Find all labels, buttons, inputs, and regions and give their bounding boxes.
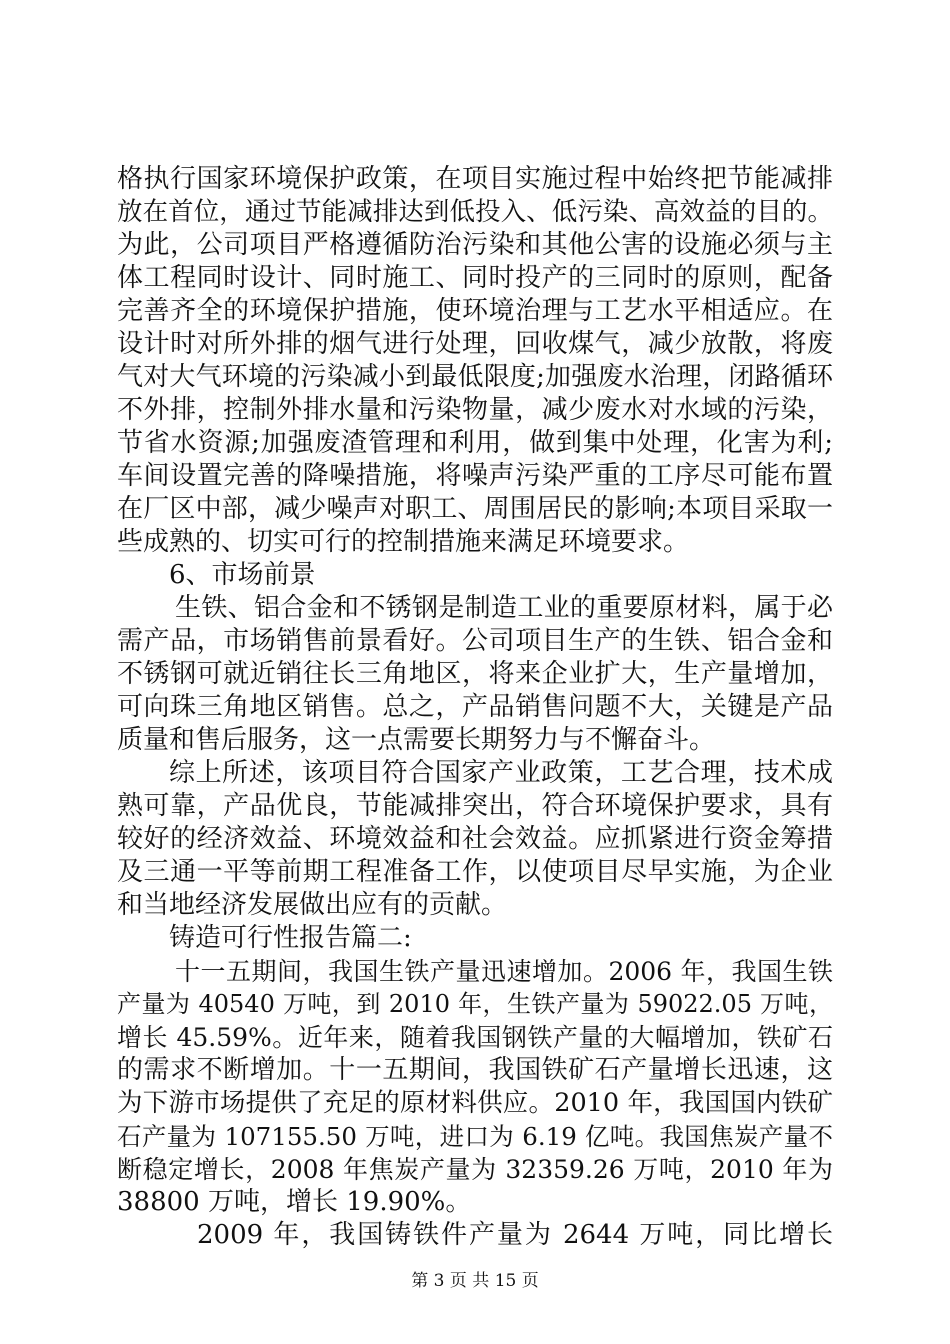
text-line: 可向珠三角地区销售。总之，产品销售问题不大，关键是产品 xyxy=(117,692,833,722)
text-line: 需产品，市场销售前景看好。公司项目生产的生铁、铝合金和 xyxy=(117,626,833,656)
text-line: 在厂区中部，减少噪声对职工、周围居民的影响;本项目采取一 xyxy=(117,494,833,524)
text-line: 产量为 40540 万吨，到 2010 年，生铁产量为 59022.05 万吨， xyxy=(117,990,833,1018)
text-line: 放在首位，通过节能减排达到低投入、低污染、高效益的目的。 xyxy=(117,197,833,227)
text-line: 格执行国家环境保护政策，在项目实施过程中始终把节能减排 xyxy=(117,164,833,194)
text-line: 生铁、铝合金和不锈钢是制造工业的重要原材料，属于必 xyxy=(175,593,833,623)
text-line: 综上所述，该项目符合国家产业政策，工艺合理，技术成 xyxy=(169,758,833,788)
document-body xyxy=(117,163,833,1252)
text-line: 设计时对所外排的烟气进行处理，回收煤气，减少放散，将废 xyxy=(117,329,833,359)
text-line: 2009 年，我国铸铁件产量为 2644 万吨，同比增长 xyxy=(197,1220,833,1250)
section-heading: 铸造可行性报告篇二: xyxy=(169,923,412,953)
text-line: 些成熟的、切实可行的控制措施来满足环境要求。 xyxy=(117,527,690,557)
text-line: 质量和售后服务，这一点需要长期努力与不懈奋斗。 xyxy=(117,725,716,755)
text-line: 节省水资源;加强废渣管理和利用，做到集中处理，化害为利; xyxy=(117,428,833,458)
text-line: 熟可靠，产品优良，节能减排突出，符合环境保护要求，具有 xyxy=(117,791,833,821)
text-line: 为下游市场提供了充足的原材料供应。2010 年，我国国内铁矿 xyxy=(117,1088,833,1118)
text-line: 38800 万吨，增长 19.90%。 xyxy=(117,1187,472,1217)
text-line: 气对大气环境的污染减小到最低限度;加强废水治理，闭路循环 xyxy=(117,362,833,392)
text-line: 断稳定增长，2008 年焦炭产量为 32359.26 万吨，2010 年为 xyxy=(117,1155,833,1184)
text-line: 较好的经济效益、环境效益和社会效益。应抓紧进行资金筹措 xyxy=(117,824,833,854)
text-line: 为此，公司项目严格遵循防治污染和其他公害的设施必须与主 xyxy=(117,230,833,260)
text-line: 增长 45.59%。近年来，随着我国钢铁产量的大幅增加，铁矿石 xyxy=(117,1023,833,1052)
text-line: 完善齐全的环境保护措施，使环境治理与工艺水平相适应。在 xyxy=(117,296,833,326)
text-line: 不锈钢可就近销往长三角地区，将来企业扩大，生产量增加， xyxy=(117,659,833,689)
text-line: 和当地经济发展做出应有的贡献。 xyxy=(117,890,508,920)
section-heading: 6、市场前景 xyxy=(169,560,316,590)
text-line: 十一五期间，我国生铁产量迅速增加。2006 年，我国生铁 xyxy=(175,957,833,986)
page-number-footer: 第 3 页 共 15 页 xyxy=(411,1271,539,1291)
text-line: 及三通一平等前期工程准备工作，以使项目尽早实施，为企业 xyxy=(117,857,833,887)
text-line: 的需求不断增加。十一五期间，我国铁矿石产量增长迅速，这 xyxy=(117,1055,833,1085)
text-line: 不外排，控制外排水量和污染物量，减少废水对水域的污染， xyxy=(117,395,833,425)
text-line: 体工程同时设计、同时施工、同时投产的三同时的原则，配备 xyxy=(117,263,833,293)
text-line: 车间设置完善的降噪措施，将噪声污染严重的工序尽可能布置 xyxy=(117,461,833,491)
text-line: 石产量为 107155.50 万吨，进口为 6.19 亿吨。我国焦炭产量不 xyxy=(117,1122,833,1151)
